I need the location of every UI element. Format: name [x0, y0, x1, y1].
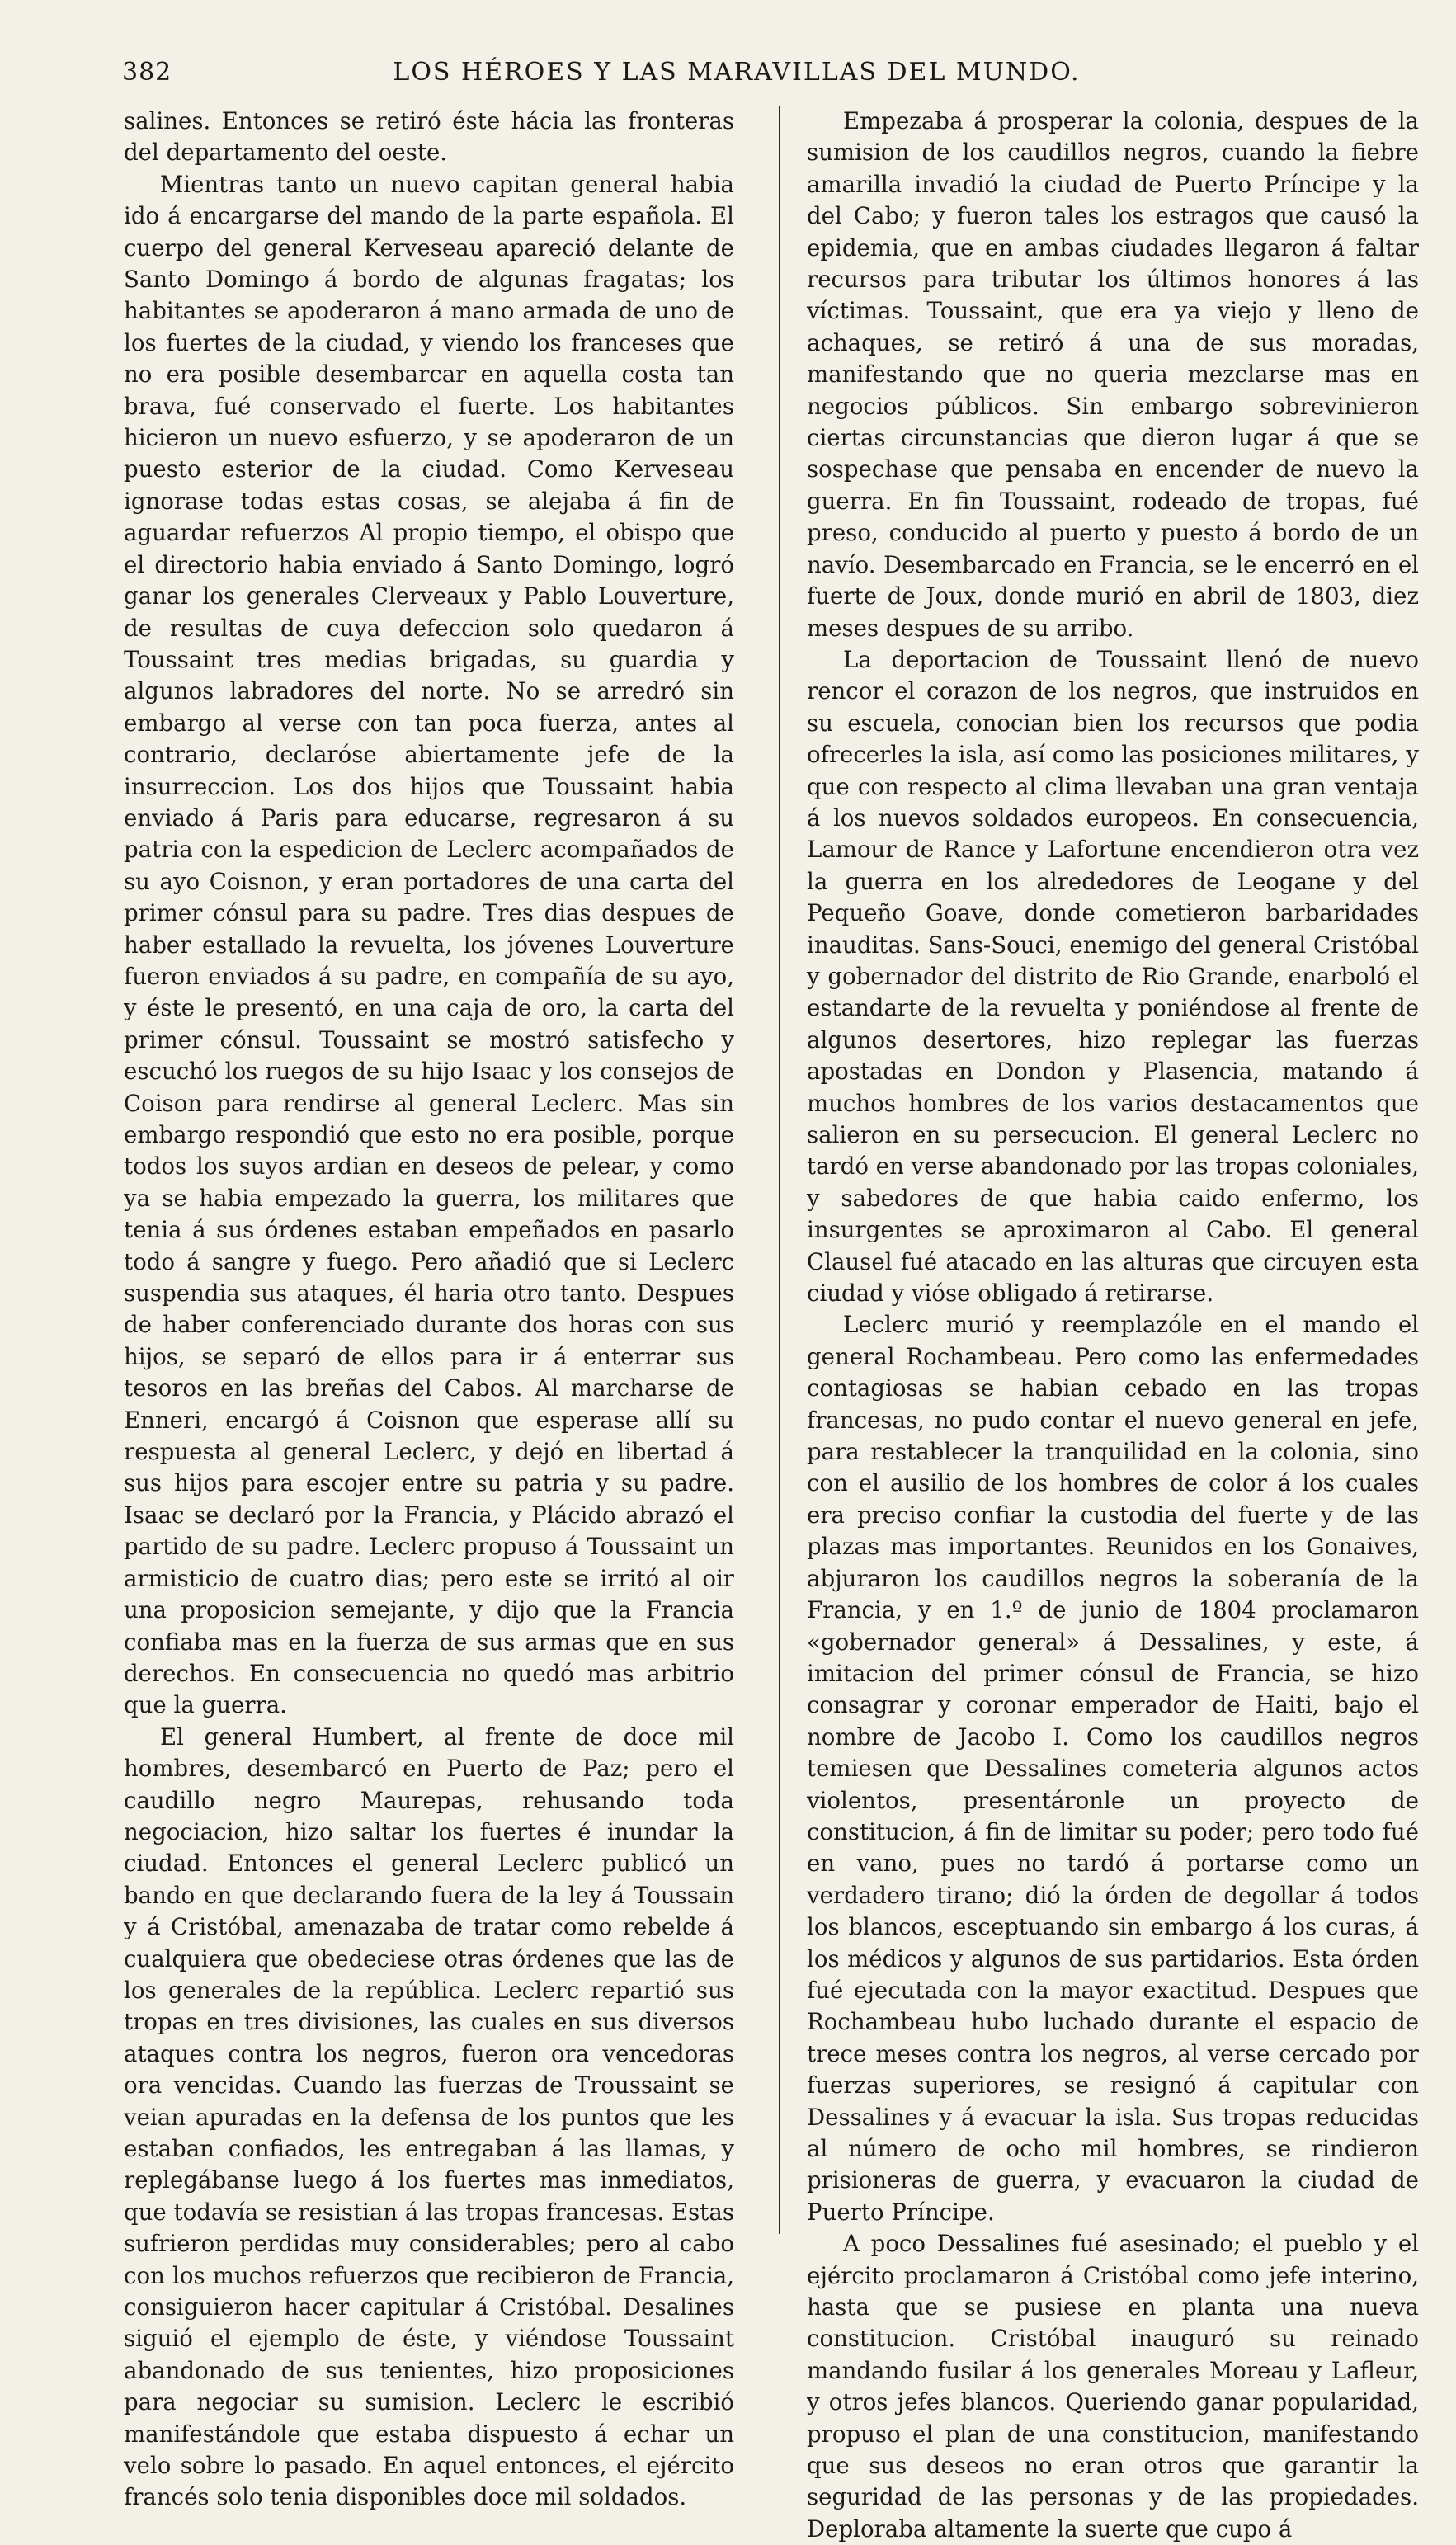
column-divider — [779, 106, 780, 2234]
page-header — [122, 54, 1351, 101]
left-paragraph-1: salines. Entonces se retiró éste hácia las fronteras del departamento del oeste. — [124, 107, 734, 167]
left-paragraph-3: El general Humbert, al frente de doce mil hombres, desembarcó en Puerto de Paz; pero el caudillo negro Maurepas, rehusando toda negociacion, hizo saltar los fuertes é inundar la ciudad. Entonces el general Leclerc publicó un bando en que declarando fuera de la ley á Toussain y á Cristóbal, amenazaba de tratar como rebelde á cualquiera que obedeciese otras órdenes que las de los generales de la república. Leclerc repartió sus tropas en tres divisiones, las cuales en sus diversos ataques contra los negros, fueron ora vencedoras ora vencidas. Cuando las fuerzas de Troussaint se veian apuradas en la defensa de los puntos que les estaban confiados, les entregaban á las llamas, y replegábanse luego á los fuertes mas inmediatos, que todavía se resistian á las tropas francesas. Estas sufrieron perdidas muy considerables; pero al cabo con los muchos refuerzos que recibieron de Francia, consiguieron hacer capitular á Cristóbal. Desalines siguió el ejemplo de éste, y viéndose Toussaint abandonado de sus tenientes, hizo proposiciones para negociar su sumision. Leclerc le escribió manifestándole que estaba dispuesto á echar un velo sobre lo pasado. En aquel entonces, el ejército francés solo tenia disponibles doce mil soldados. — [124, 1723, 734, 2511]
right-paragraph-2: La deportacion de Toussaint llenó de nuevo rencor el corazon de los negros, que instruidos en su escuela, conocian bien los recursos que podia ofrecerles la isla, así como las posiciones militares, y que con respecto al clima llevaban una gran ventaja á los nuevos soldados europeos. En consecuencia, Lamour de Rance y Lafortune encendieron otra vez la guerra en los alrededores de Leogane y del Pequeño Goave, donde cometieron barbaridades inauditas. Sans-Souci, enemigo del general Cristóbal y gobernador del distrito de Rio Grande, enarboló el estandarte de la revuelta y poniéndose al frente de algunos desertores, hizo replegar las fuerzas apostadas en Dondon y Plasencia, matando á muchos hombres de los varios destacamentos que salieron en su persecucion. El general Leclerc no tardó en verse abandonado por las tropas coloniales, y sabedores de que habia caido enfermo, los insurgentes se aproximaron al Cabo. El general Clausel fué atacado en las alturas que circuyen esta ciudad y vióse obligado á retirarse. — [807, 645, 1419, 1308]
right-paragraph-4: A poco Dessalines fué asesinado; el pueblo y el ejército proclamaron á Cristóbal como jefe interino, hasta que se pusiese en planta una nueva constitucion. Cristóbal inauguró su reinado mandando fusilar á los generales Moreau y Lafleur, y otros jefes blancos. Queriendo ganar popularidad, propuso el plan de una constitucion, manifestando que sus deseos no eran otros que garantir la seguridad de las personas y de las propiedades. Deploraba altamente la suerte que cupo á — [807, 2230, 1419, 2543]
left-column — [124, 106, 734, 2514]
right-paragraph-3: Leclerc murió y reemplazóle en el mando el general Rochambeau. Pero como las enfermedades contagiosas se habian cebado en las tropas francesas, no pudo contar el nuevo general en jefe, para restablecer la tranquilidad en la colonia, sino con el ausilio de los hombres de color á los cuales era preciso confiar la custodia del fuerte y de las plazas mas importantes. Reunidos en los Gonaives, abjuraron los caudillos negros la soberanía de la Francia, y en 1.º de junio de 1804 proclamaron «gobernador general» á Dessalines, y este, á imitacion del primer cónsul de Francia, se hizo consagrar y coronar emperador de Haiti, bajo el nombre de Jacobo I. Como los caudillos negros temiesen que Dessalines cometeria algunos actos violentos, presentáronle un proyecto de constitucion, á fin de limitar su poder; pero todo fué en vano, pues no tardó á portarse como un verdadero tirano; dió la órden de degollar á todos los blancos, esceptuando sin embargo á los curas, á los médicos y algunos de sus partidarios. Esta órden fué ejecutada con la mayor exactitud. Despues que Rochambeau hubo luchado durante el espacio de trece meses contra los negros, al verse cercado por fuerzas superiores, se resignó á capitular con Dessalines y á evacuar la isla. Sus tropas reducidas al número de ocho mil hombres, se rindieron prisioneras de guerra, y evacuaron la ciudad de Puerto Príncipe. — [807, 1311, 1419, 2226]
left-paragraph-2: Mientras tanto un nuevo capitan general habia ido á encargarse del mando de la parte española. El cuerpo del general Kerveseau apareció delante de Santo Domingo á bordo de algunas fragatas; los habitantes se apoderaron á mano armada de uno de los fuertes de la ciudad, y viendo los franceses que no era posible desembarcar en aquella costa tan brava, fué conservado el fuerte. Los habitantes hicieron un nuevo esfuerzo, y se apoderaron de un puesto esterior de la ciudad. Como Kerveseau ignorase todas estas cosas, se alejaba á fin de aguardar refuerzos Al propio tiempo, el obispo que el directorio habia enviado á Santo Domingo, logró ganar los generales Clerveaux y Pablo Louverture, de resultas de cuya defeccion solo quedaron á Toussaint tres medias brigadas, su guardia y algunos labradores del norte. No se arredró sin embargo al verse con tan poca fuerza, antes al contrario, declaróse abiertamente jefe de la insurreccion. Los dos hijos que Toussaint habia enviado á Paris para educarse, regresaron á su patria con la espedicion de Leclerc acompañados de su ayo Coisnon, y eran portadores de una carta del primer cónsul para su padre. Tres dias despues de haber estallado la revuelta, los jóvenes Louverture fueron enviados á su padre, en compañía de su ayo, y éste le presentó, en una caja de oro, la carta del primer cónsul. Toussaint se mostró satisfecho y escuchó los ruegos de su hijo Isaac y los consejos de Coison para rendirse al general Leclerc. Mas sin embargo respondió que esto no era posible, porque todos los suyos ardian en deseos de pelear, y como ya se habia empezado la guerra, los militares que tenia á sus órdenes estaban empeñados en pasarlo todo á sangre y fuego. Pero añadió que si Leclerc suspendia sus ataques, él haria otro tanto. Despues de haber conferenciado durante dos horas con sus hijos, se separó de ellos para ir á enterrar sus tesoros en las breñas del Cabos. Al marcharse de Enneri, encargó á Coisnon que esperase allí su respuesta al general Leclerc, y dejó en libertad á sus hijos para escojer entre su patria y su padre. Isaac se declaró por la Francia, y Plácido abrazó el partido de su padre. Leclerc propuso á Toussaint un armisticio de cuatro dias; pero este se irritó al oir una proposicion semejante, y dijo que la Francia confiaba mas en la fuerza de sus armas que en sus derechos. En consecuencia no quedó mas arbitrio que la guerra. — [124, 170, 734, 1719]
right-paragraph-1: Empezaba á prosperar la colonia, despues de la sumision de los caudillos negros, cuando la fiebre amarilla invadió la ciudad de Puerto Príncipe y la del Cabo; y fueron tales los estragos que causó la epidemia, que en ambas ciudades llegaron á faltar recursos para tributar los últimos honores á las víctimas. Toussaint, que era ya viejo y lleno de achaques, se retiró á una de sus moradas, manifestando que no queria mezclarse mas en negocios públicos. Sin embargo sobrevinieron ciertas circunstancias que dieron lugar á que se sospechase que pensaba en encender de nuevo la guerra. En fin Toussaint, rodeado de tropas, fué preso, conducido al puerto y puesto á bordo de un navío. Desembarcado en Francia, se le encerró en el fuerte de Joux, donde murió en abril de 1803, diez meses despues de su arribo. — [807, 107, 1419, 642]
right-column — [807, 106, 1419, 2545]
running-title: LOS HÉROES Y LAS MARAVILLAS DEL MUNDO. — [393, 58, 1081, 87]
page-number: 382 — [122, 58, 172, 87]
